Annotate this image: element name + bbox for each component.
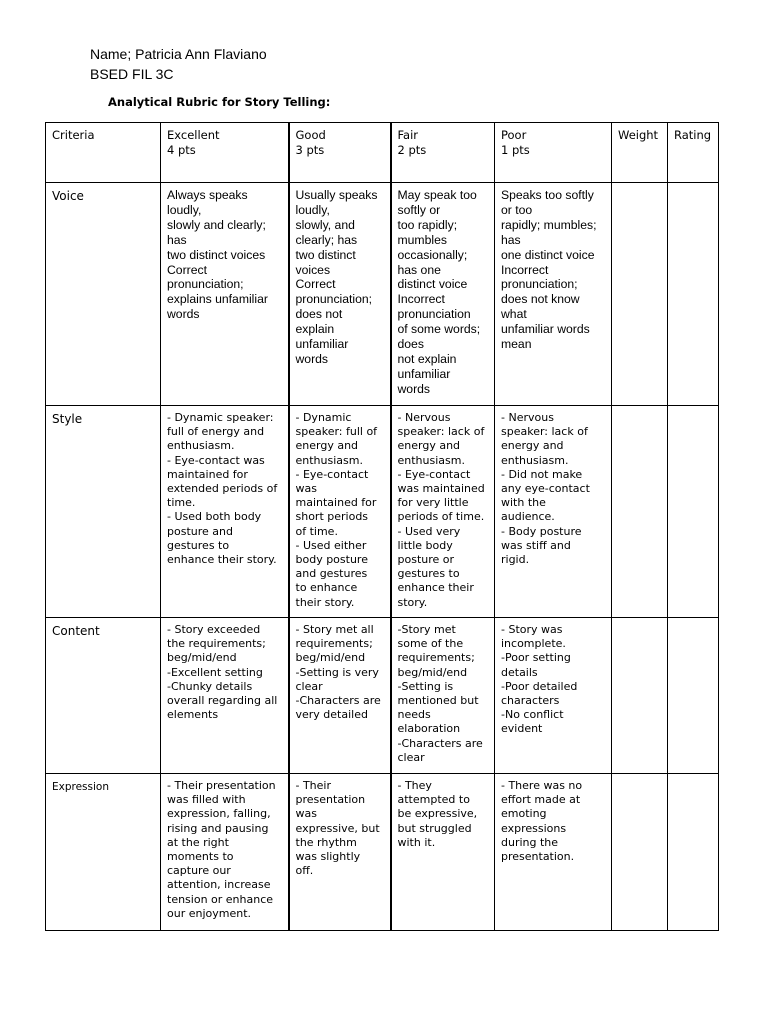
criterion-content: Content (46, 618, 161, 774)
header-rating-label: Rating (674, 128, 712, 142)
voice-weight-cell[interactable] (612, 183, 668, 406)
header-fair-label: Fair (397, 128, 419, 142)
style-excellent-cell: - Dynamic speaker: full of energy and enthusiasm. - Eye-contact was maintained for extended periods of time. - Used both body posture and gestures to enhance their story. (161, 406, 289, 618)
header-good (289, 123, 391, 183)
expression-good-cell: - Their presentation was expressive, but the rhythm was slightly off. (289, 774, 391, 931)
header-excellent-points: 4 pts (167, 143, 196, 157)
content-poor-cell: - Story was incomplete. -Poor setting details -Poor detailed characters -No conflict evident (495, 618, 612, 774)
table-row-content (46, 618, 719, 774)
style-fair-cell: - Nervous speaker: lack of energy and enthusiasm. - Eye-contact was maintained for very little periods of time. - Used very little body posture or gestures to enhance their story. (391, 406, 495, 618)
content-rating-cell[interactable] (668, 618, 719, 774)
header-fair-points: 2 pts (397, 143, 427, 157)
header-criteria (46, 123, 161, 183)
voice-good-cell: Usually speaks loudly, slowly, and clearly; has two distinct voices Correct pronunciation; does not explain unfamiliar words (289, 183, 391, 406)
header-good-label: Good (295, 128, 326, 142)
student-name: Name; Patricia Ann Flaviano (90, 46, 267, 62)
style-rating-cell[interactable] (668, 406, 719, 618)
header-excellent (161, 123, 289, 183)
header-rating (668, 123, 719, 183)
content-good-cell: - Story met all requirements; beg/mid/end -Setting is very clear -Characters are very detailed (289, 618, 391, 774)
content-weight-cell[interactable] (612, 618, 668, 774)
table-row-expression (46, 774, 719, 931)
voice-rating-cell[interactable] (668, 183, 719, 406)
style-poor-cell: - Nervous speaker: lack of energy and enthusiasm. - Did not make any eye-contact with the audience. - Body posture was stiff and rigid. (495, 406, 612, 618)
content-excellent-cell: - Story exceeded the requirements; beg/mid/end -Excellent setting -Chunky details overall regarding all elements (161, 618, 289, 774)
voice-poor-cell: Speaks too softly or too rapidly; mumbles; has one distinct voice Incorrect pronunciation; does not know what unfamiliar words mean (495, 183, 612, 406)
expression-poor-cell: - There was no effort made at emoting expressions during the presentation. (495, 774, 612, 931)
voice-fair-cell: May speak too softly or too rapidly; mumbles occasionally; has one distinct voice Incorrect pronunciation of some words; does not explain unfamiliar words (391, 183, 495, 406)
header-poor (495, 123, 612, 183)
header-weight-label: Weight (618, 128, 659, 142)
header-criteria-label: Criteria (52, 128, 95, 142)
expression-weight-cell[interactable] (612, 774, 668, 931)
header-good-points: 3 pts (295, 143, 325, 157)
header-poor-points: 1 pts (501, 143, 530, 157)
criterion-voice: Voice (46, 183, 161, 406)
rubric-table (45, 122, 719, 931)
table-row-voice (46, 183, 719, 406)
criterion-expression: Expression (46, 774, 161, 931)
header-fair (391, 123, 495, 183)
voice-excellent-cell: Always speaks loudly, slowly and clearly; has two distinct voices Correct pronunciation; explains unfamiliar words (161, 183, 289, 406)
header-poor-label: Poor (501, 128, 527, 142)
content-fair-cell: -Story met some of the requirements; beg/mid/end -Setting is mentioned but needs elaboration -Characters are clear (391, 618, 495, 774)
style-good-cell: - Dynamic speaker: full of energy and enthusiasm. - Eye-contact was maintained for short periods of time. - Used either body posture and gestures to enhance their story. (289, 406, 391, 618)
style-weight-cell[interactable] (612, 406, 668, 618)
table-header-row (46, 123, 719, 183)
expression-excellent-cell: - Their presentation was filled with expression, falling, rising and pausing at the right moments to capture our attention, increase tension or enhance our enjoyment. (161, 774, 289, 931)
expression-rating-cell[interactable] (668, 774, 719, 931)
rubric-title: Analytical Rubric for Story Telling: (108, 95, 331, 109)
criterion-style: Style (46, 406, 161, 618)
course-section: BSED FIL 3C (90, 66, 174, 82)
header-excellent-label: Excellent (167, 128, 220, 142)
expression-fair-cell: - They attempted to be expressive, but struggled with it. (391, 774, 495, 931)
header-weight (612, 123, 668, 183)
table-row-style (46, 406, 719, 618)
